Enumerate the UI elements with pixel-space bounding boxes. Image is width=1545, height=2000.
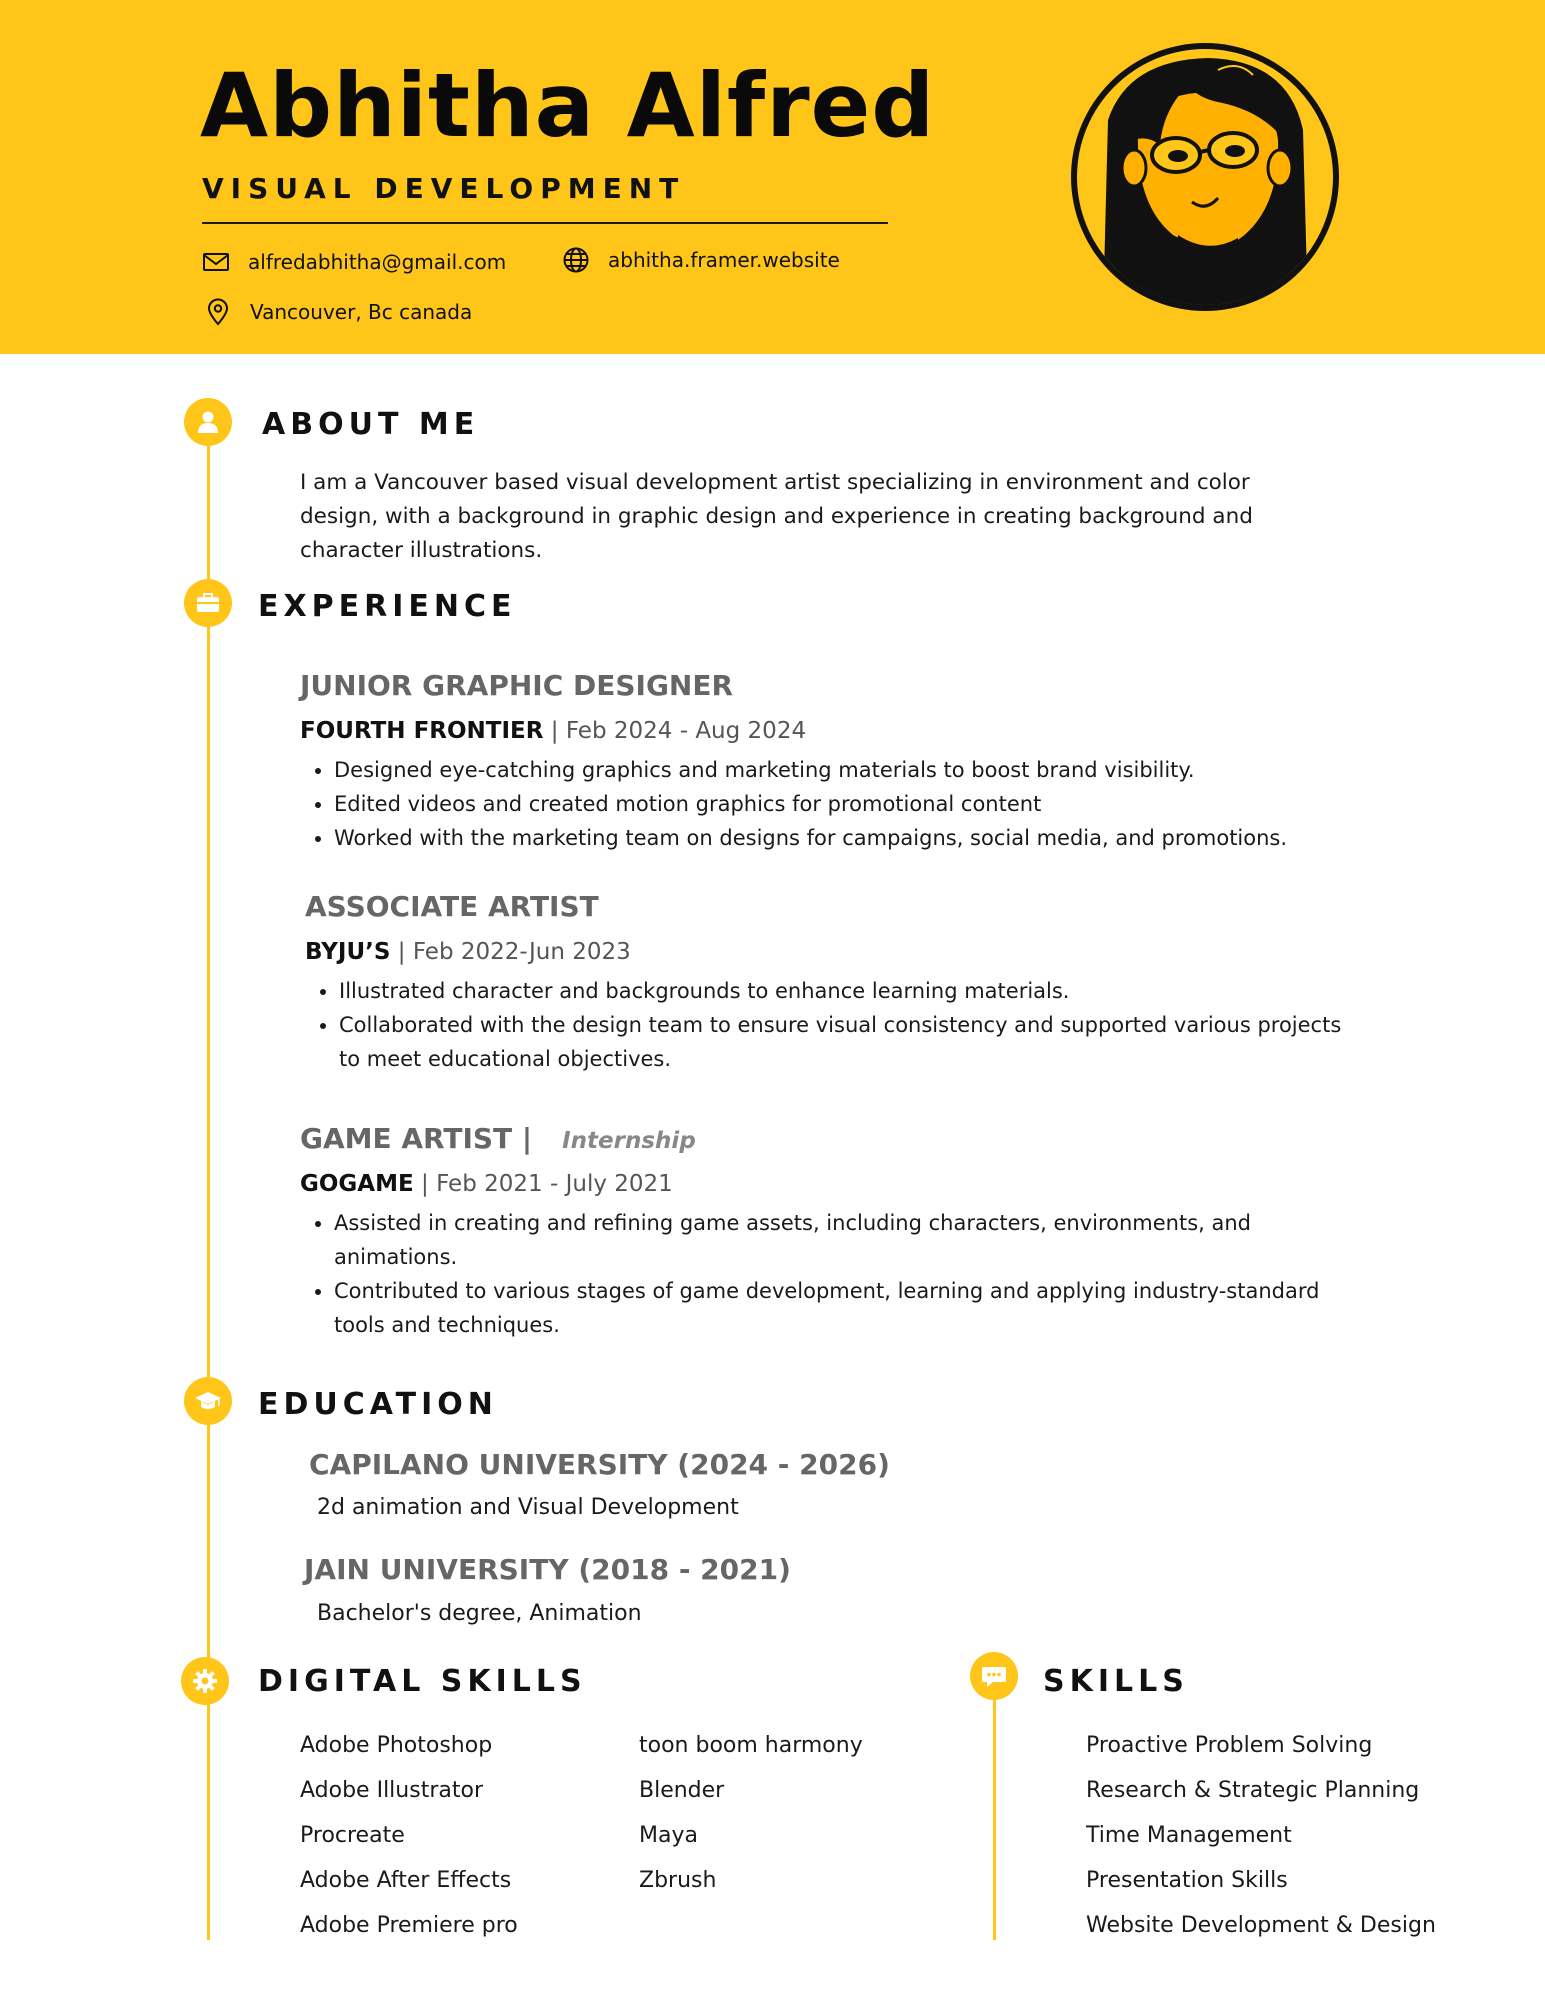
skills-heading: SKILLS [1043, 1664, 1189, 1699]
job-dates: | Feb 2022-Jun 2023 [390, 939, 631, 965]
list-item: Website Development & Design [1086, 1913, 1436, 1938]
list-item: • Worked with the marketing team on designs for campaigns, social media, and promotions. [334, 821, 1354, 855]
list-item: • Designed eye-catching graphics and marketing materials to boost brand visibility. [334, 753, 1354, 787]
mail-icon [202, 248, 230, 276]
list-item: • Assisted in creating and refining game assets, including characters, environments, and animations. [334, 1206, 1364, 1274]
program-name: 2d animation and Visual Development [317, 1495, 739, 1520]
education-section-icon [184, 1377, 232, 1425]
contact-website[interactable] [562, 246, 840, 274]
experience-section-icon [184, 579, 232, 627]
list-item: Research & Strategic Planning [1086, 1778, 1420, 1803]
list-item: Zbrush [639, 1868, 717, 1893]
candidate-name: Abhitha Alfred [200, 54, 936, 157]
location-text: Vancouver, Bc canada [250, 300, 473, 324]
about-section-icon [184, 398, 232, 446]
list-item: Blender [639, 1778, 725, 1803]
program-name: Bachelor's degree, Animation [317, 1601, 642, 1626]
job-company-line [300, 720, 806, 743]
digital-skills-heading: DIGITAL SKILLS [258, 1664, 587, 1699]
about-heading: ABOUT ME [262, 407, 480, 442]
job-bullets [300, 753, 1354, 855]
candidate-role: VISUAL DEVELOPMENT [202, 172, 686, 205]
school-name: CAPILANO UNIVERSITY (2024 - 2026) [309, 1448, 890, 1481]
header-divider [202, 222, 888, 224]
list-item: • Collaborated with the design team to ensure visual consistency and supported various projects to meet educational objectives. [339, 1008, 1369, 1076]
company-name: BYJU’S [305, 939, 391, 965]
contact-email[interactable] [202, 248, 506, 276]
school-name: JAIN UNIVERSITY (2018 - 2021) [304, 1553, 791, 1586]
job-title-text: GAME ARTIST | [300, 1122, 533, 1155]
job-bullets [305, 974, 1369, 1076]
list-item: Time Management [1086, 1823, 1292, 1848]
portrait-illustration [1068, 40, 1342, 314]
job-company-line [305, 941, 631, 964]
job-type-tag: Internship [562, 1128, 696, 1154]
list-item: Proactive Problem Solving [1086, 1733, 1373, 1758]
globe-icon [562, 246, 590, 274]
briefcase-icon [194, 589, 222, 617]
list-item: toon boom harmony [639, 1733, 863, 1758]
website-text: abhitha.framer.website [608, 248, 840, 272]
skills-section-icon [970, 1652, 1018, 1700]
list-item: • Contributed to various stages of game development, learning and applying industry-standard tools and techniques. [334, 1274, 1364, 1342]
digital-skills-column-2 [639, 1731, 863, 1911]
job-title [300, 1122, 696, 1155]
main-timeline [207, 430, 210, 1940]
job-dates: | Feb 2024 - Aug 2024 [543, 718, 807, 744]
contact-location [204, 298, 472, 326]
experience-heading: EXPERIENCE [258, 589, 517, 624]
company-name: GOGAME [300, 1171, 414, 1197]
list-item: Adobe Photoshop [300, 1733, 493, 1758]
job-title: JUNIOR GRAPHIC DESIGNER [300, 669, 734, 702]
job-bullets [300, 1206, 1364, 1342]
list-item: • Illustrated character and backgrounds to enhance learning materials. [339, 974, 1369, 1008]
chat-bubble-icon [980, 1662, 1008, 1690]
list-item: Procreate [300, 1823, 405, 1848]
education-heading: EDUCATION [258, 1387, 498, 1422]
list-item: Maya [639, 1823, 698, 1848]
about-paragraph: I am a Vancouver based visual development artist specializing in environment and color design, with a background in graphic design and experience in creating background and character illustrations. [300, 470, 1253, 563]
user-icon [194, 408, 222, 436]
list-item: Adobe Premiere pro [300, 1913, 518, 1938]
list-item: • Edited videos and created motion graphics for promotional content [334, 787, 1354, 821]
header-banner [0, 0, 1545, 354]
skills-timeline [993, 1700, 996, 1940]
job-company-line [300, 1173, 673, 1196]
gear-icon [191, 1667, 219, 1695]
list-item: Presentation Skills [1086, 1868, 1288, 1893]
list-item: Adobe Illustrator [300, 1778, 483, 1803]
digital-skills-section-icon [181, 1657, 229, 1705]
digital-skills-column-1 [300, 1731, 518, 1956]
job-dates: | Feb 2021 - July 2021 [413, 1171, 673, 1197]
graduation-cap-icon [194, 1387, 222, 1415]
location-pin-icon [204, 298, 232, 326]
job-title: ASSOCIATE ARTIST [305, 890, 599, 923]
email-text: alfredabhitha@gmail.com [248, 250, 507, 274]
list-item: Adobe After Effects [300, 1868, 512, 1893]
skills-list [1086, 1731, 1436, 1956]
company-name: FOURTH FRONTIER [300, 718, 544, 744]
